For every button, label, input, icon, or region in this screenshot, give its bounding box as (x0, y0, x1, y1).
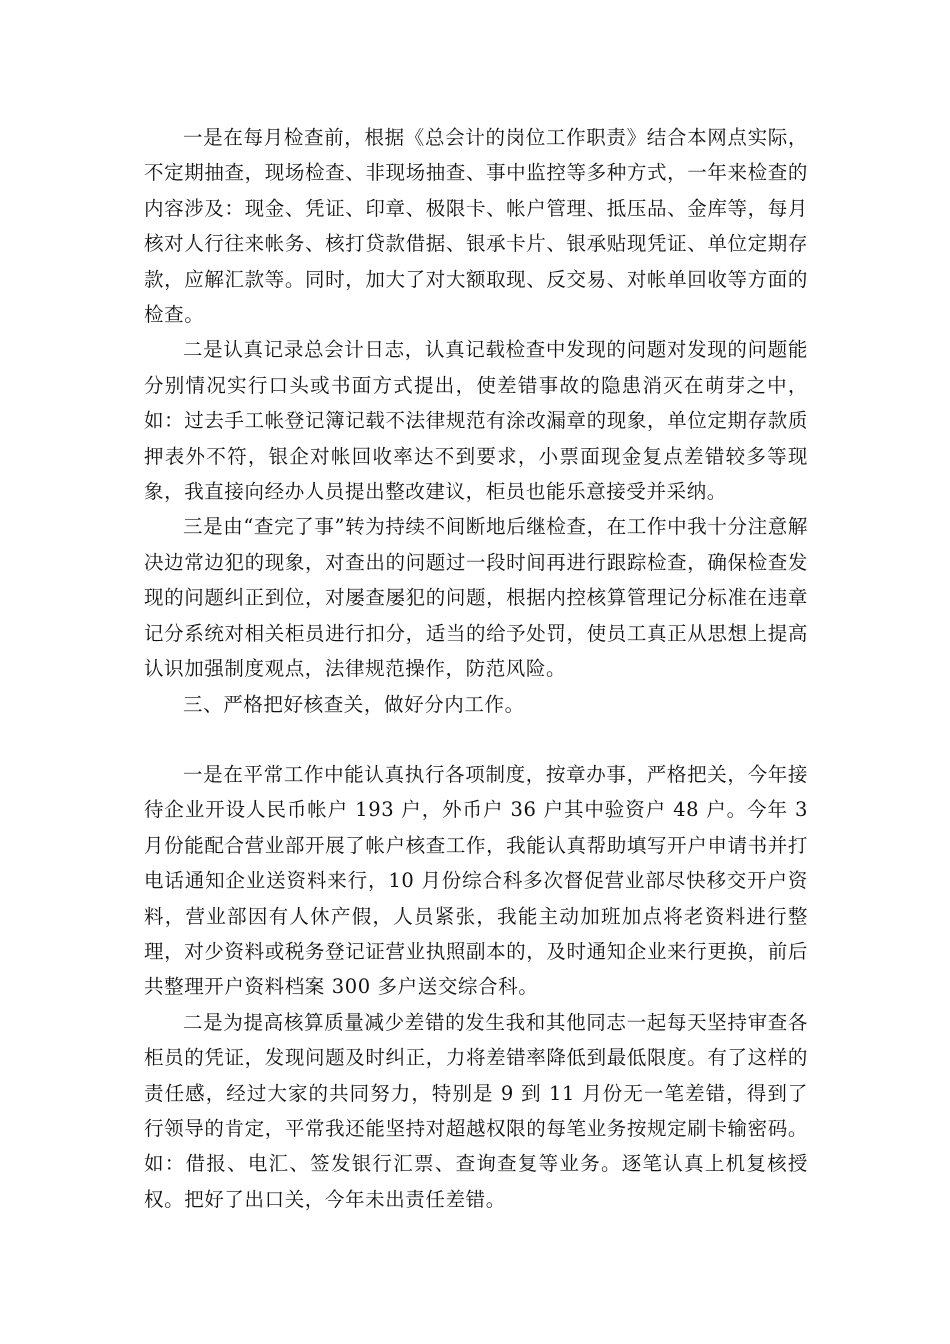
paragraph-account-opening: 一是在平常工作中能认真执行各项制度，按章办事，严格把关，今年接待企业开设人民币帐户 193 户，外币户 36 户其中验资户 48 户。今年 3 月份能配合营业部开展了帐户核查工作，我能认真帮助填写开户申请书并打电话通知企业送资料来行，10 月份综合科多次督促营业部尽快移交开户资料，营业部因有人休产假，人员紧张，我能主动加班加点将老资料进行整理，对少资料或税务登记证营业执照副本的，及时通知企业来行更换，前后共整理开户资料档案 300 多户送交综合科。 (144, 762, 808, 999)
paragraph-accounting-log: 二是认真记录总会计日志，认真记载检查中发现的问题对发现的问题能分别情况实行口头或书面方式提出，使差错事故的隐患消灭在萌芽之中，如：过去手工帐登记簿记载不法律规范有涂改漏章的现象，单位定期存款质押表外不符，银企对帐回收率达不到要求，小票面现金复点差错较多等现象，我直接向经办人员提出整改建议，柜员也能乐意接受并采纳。 (144, 338, 808, 504)
section-heading-verification: 三、严格把好核查关，做好分内工作。 (183, 692, 525, 716)
document-body (144, 120, 808, 1217)
paragraph-follow-up-inspection: 三是由“查完了事”转为持续不间断地后继检查，在工作中我十分注意解决边常边犯的现象，对查出的问题过一段时间再进行跟踪检查，确保检查发现的问题纠正到位，对屡查屡犯的问题，根据内控核算管理记分标准在违章记分系统对相关柜员进行扣分，适当的给予处罚，使员工真正从思想上提高认识加强制度观点，法律规范操作，防范风险。 (144, 515, 808, 681)
paragraph-monthly-inspection: 一是在每月检查前，根据《总会计的岗位工作职责》结合本网点实际，不定期抽查，现场检查、非现场抽查、事中监控等多种方式，一年来检查的内容涉及：现金、凭证、印章、极限卡、帐户管理、抵压品、金库等，每月核对人行往来帐务、核打贷款借据、银承卡片、银承贴现凭证、单位定期存款，应解汇款等。同时，加大了对大额取现、反交易、对帐单回收等方面的检查。 (144, 126, 808, 327)
paragraph-error-reduction: 二是为提高核算质量减少差错的发生我和其他同志一起每天坚持审查各柜员的凭证，发现问题及时纠正，力将差错率降低到最低限度。有了这样的责任感，经过大家的共同努力，特别是 9 到 11 月份无一笔差错，得到了行领导的肯定，平常我还能坚持对超越权限的每笔业务按规定刷卡输密码。如：借报、电汇、签发银行汇票、查询查复等业务。逐笔认真上机复核授权。把好了出口关，今年未出责任差错。 (144, 1010, 808, 1211)
